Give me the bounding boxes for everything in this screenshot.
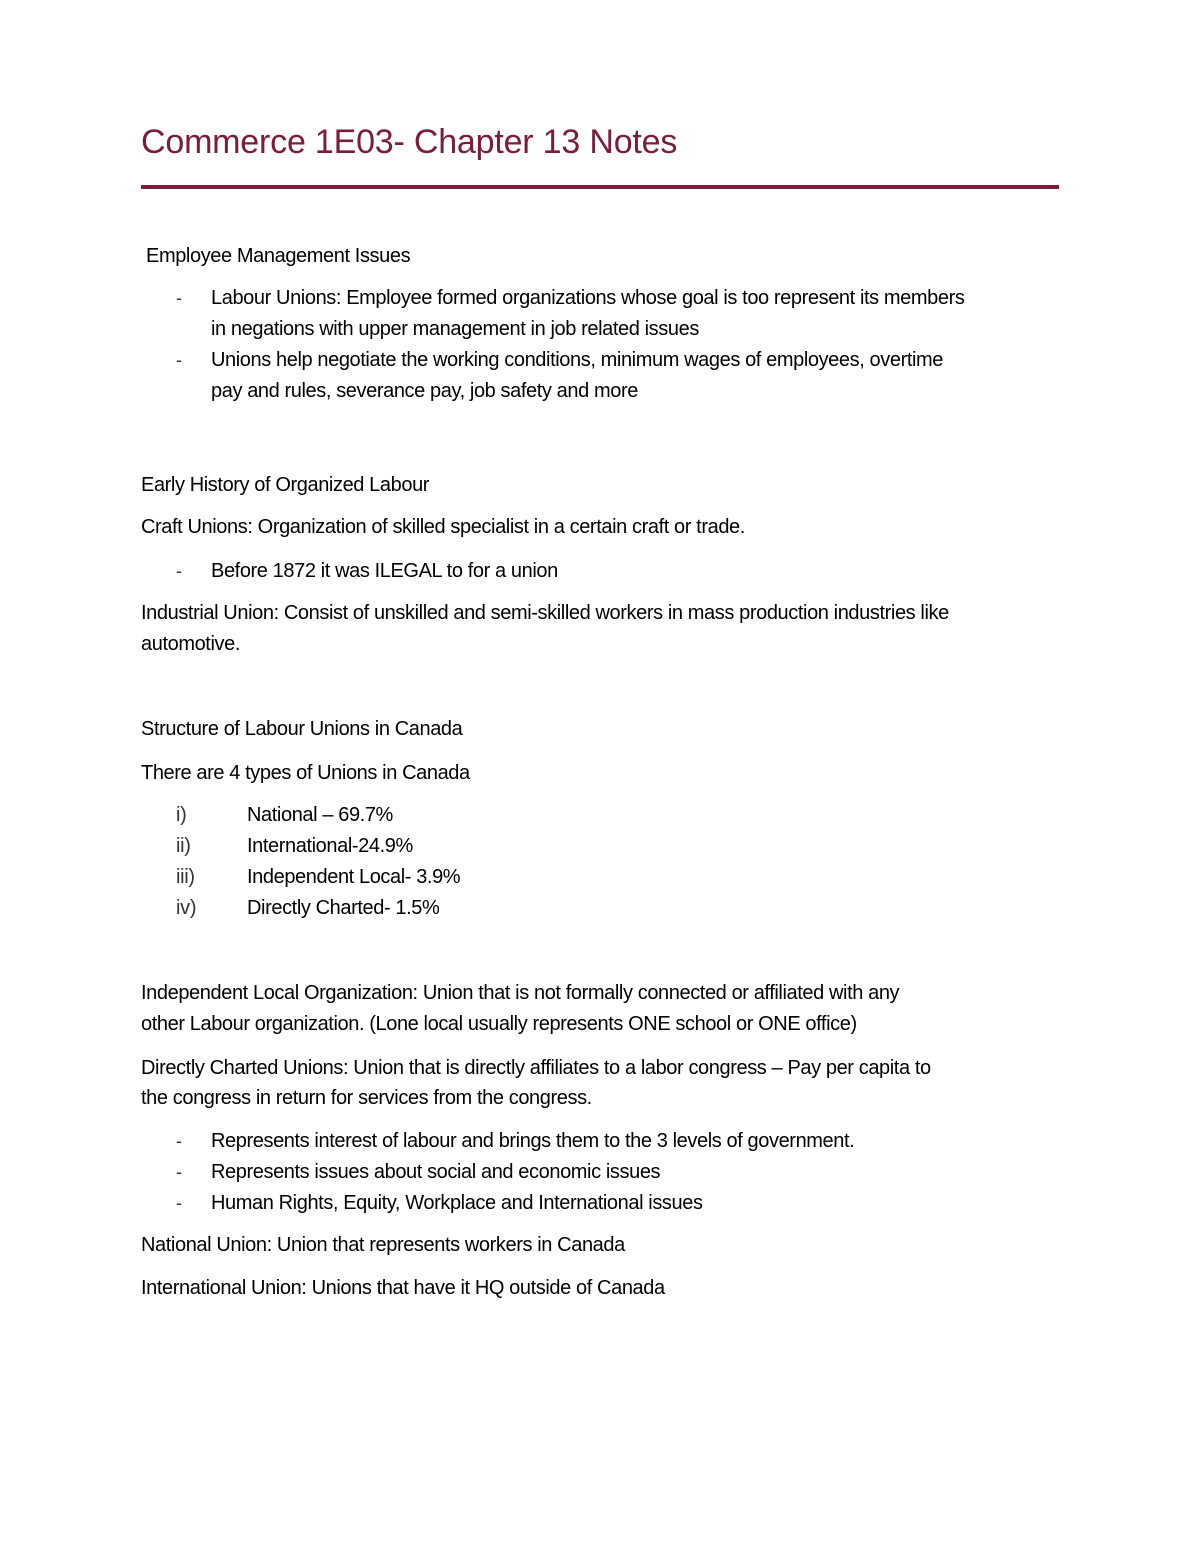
independent-local-paragraph: Independent Local Organization: Union that is not formally connected or affiliated with any [141,982,900,1004]
bullet-marker: - [176,288,182,308]
bullet-text-line: in negations with upper management in job related issues [211,318,699,340]
bullet-text-line: Human Rights, Equity, Workplace and International issues [211,1192,703,1214]
bullet-marker: - [176,1131,182,1151]
directly-charted-paragraph-cont: the congress in return for services from the congress. [141,1087,592,1109]
national-union-paragraph: National Union: Union that represents workers in Canada [141,1234,625,1256]
bullet-text-line: Represents issues about social and economic issues [211,1161,661,1183]
bullet-text-line: Labour Unions: Employee formed organizations whose goal is too represent its members [211,287,965,309]
bullet-text-line: Represents interest of labour and brings them to the 3 levels of government. [211,1130,855,1152]
bullet-marker: - [176,1162,182,1182]
independent-local-paragraph-cont: other Labour organization. (Lone local usually represents ONE school or ONE office) [141,1013,857,1035]
title-underline [141,185,1059,189]
bullet-marker: - [176,561,182,581]
union-types-intro: There are 4 types of Unions in Canada [141,762,470,784]
directly-charted-paragraph: Directly Charted Unions: Union that is directly affiliates to a labor congress – Pay per capita to [141,1057,931,1079]
bullet-text-line: Unions help negotiate the working conditions, minimum wages of employees, overtime [211,349,944,371]
industrial-union-paragraph-cont: automotive. [141,633,240,655]
list-numeral: iii) [176,866,195,888]
list-numeral: ii) [176,835,191,857]
section-heading-structure: Structure of Labour Unions in Canada [141,718,463,740]
list-item-independent-local: Independent Local- 3.9% [247,866,461,888]
list-item-directly-charted: Directly Charted- 1.5% [247,897,440,919]
craft-unions-paragraph: Craft Unions: Organization of skilled specialist in a certain craft or trade. [141,516,745,538]
bullet-marker: - [176,1193,182,1213]
bullet-marker: - [176,350,182,370]
section-heading-employee-management: Employee Management Issues [146,245,411,267]
list-item-international: International-24.9% [247,835,413,857]
list-item-national: National – 69.7% [247,804,393,826]
industrial-union-paragraph: Industrial Union: Consist of unskilled and semi-skilled workers in mass production industries like [141,602,949,624]
bullet-text-line: Before 1872 it was ILEGAL to for a union [211,560,558,582]
list-numeral: i) [176,804,187,826]
document-title: Commerce 1E03- Chapter 13 Notes [141,123,678,161]
international-union-paragraph: International Union: Unions that have it HQ outside of Canada [141,1277,665,1299]
bullet-text-line: pay and rules, severance pay, job safety and more [211,380,638,402]
list-numeral: iv) [176,897,197,919]
section-heading-early-history: Early History of Organized Labour [141,474,430,496]
